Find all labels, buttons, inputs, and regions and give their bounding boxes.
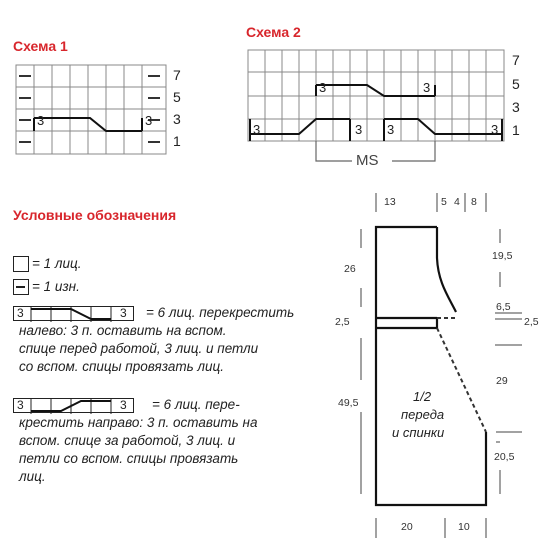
cross-right-line-4: лиц. — [19, 469, 46, 484]
dim-left-26: 26 — [344, 263, 356, 275]
dim-right-20-5: 20,5 — [494, 451, 515, 463]
dim-right-6-5: 6,5 — [496, 301, 511, 313]
schema1-title: Схема 1 — [13, 38, 68, 54]
legend-purl-text: = 1 изн. — [32, 279, 80, 294]
cross-left-num-b: 3 — [120, 306, 127, 320]
schema2-cell-3d: 3 — [355, 122, 363, 137]
piece-label-3: и спинки — [392, 425, 445, 440]
schema2-cell-3f: 3 — [491, 122, 499, 137]
schema2-row-7: 7 — [512, 52, 520, 68]
dim-top-13: 13 — [384, 196, 396, 208]
cross-right-line-2: вспом. спице за работой, 3 лиц. и — [19, 433, 236, 448]
dim-top-4: 4 — [454, 196, 460, 208]
dim-top-5: 5 — [441, 196, 447, 208]
cross-left-eq: = 6 лиц. перекрестить — [146, 305, 295, 320]
dim-right-29: 29 — [496, 375, 508, 387]
cross-right-num-a: 3 — [17, 398, 24, 412]
cross-left-symbol — [13, 306, 134, 321]
schema2-row-5: 5 — [512, 76, 520, 92]
pattern-dashed — [437, 318, 486, 432]
cross-left-line-2: спице перед работой, 3 лиц. и петли — [19, 341, 259, 356]
legend-title: Условные обозначения — [13, 207, 177, 223]
dim-right-19-5: 19,5 — [492, 250, 513, 262]
schema1-row-1: 1 — [173, 133, 181, 149]
schema2-title: Схема 2 — [246, 24, 301, 40]
piece-label-2: переда — [401, 407, 445, 422]
schema1-row-7: 7 — [173, 67, 181, 83]
schema2-cell-3c: 3 — [253, 122, 261, 137]
schema2-cell-3e: 3 — [387, 122, 395, 137]
schema1-cell-3a: 3 — [37, 113, 45, 128]
schema2-row-1: 1 — [512, 122, 520, 138]
dim-left-49-5: 49,5 — [338, 397, 359, 409]
schema2-cell-3b: 3 — [423, 80, 431, 95]
purl-symbol — [13, 279, 29, 295]
dim-bottom-10: 10 — [458, 521, 470, 533]
dim-right-2-5: 2,5 — [524, 316, 539, 328]
pattern-outline — [376, 227, 486, 505]
cross-right-symbol — [13, 398, 134, 413]
dim-bottom-20: 20 — [401, 521, 413, 533]
schema2-row-3: 3 — [512, 99, 520, 115]
cross-right-eq: = 6 лиц. пере- — [152, 397, 240, 412]
schema1-row-5: 5 — [173, 89, 181, 105]
knit-symbol — [13, 256, 29, 272]
schema1-row-3: 3 — [173, 111, 181, 127]
pattern-dimension-lines — [361, 193, 522, 538]
cross-left-num-a: 3 — [17, 306, 24, 320]
schema2-cables — [250, 85, 502, 141]
schema2-cell-3a: 3 — [319, 80, 327, 95]
dim-left-2-5: 2,5 — [335, 316, 350, 328]
cross-right-num-b: 3 — [120, 398, 127, 412]
schema2-grid — [248, 50, 504, 141]
cross-right-line-3: петли со вспом. спицы провязать — [19, 451, 239, 466]
schema2-ms-label: MS — [356, 152, 379, 169]
cross-right-line-1: крестить направо: 3 п. оставить на — [19, 415, 258, 430]
cross-left-line-1: налево: 3 п. оставить на вспом. — [19, 323, 227, 338]
schema1-cell-3b: 3 — [145, 113, 153, 128]
legend-knit-text: = 1 лиц. — [32, 256, 82, 271]
piece-label-1: 1/2 — [413, 389, 432, 404]
schema1-grid — [16, 65, 166, 154]
cross-left-line-3: со вспом. спицы провязать лиц. — [19, 359, 225, 374]
dim-top-8: 8 — [471, 196, 477, 208]
